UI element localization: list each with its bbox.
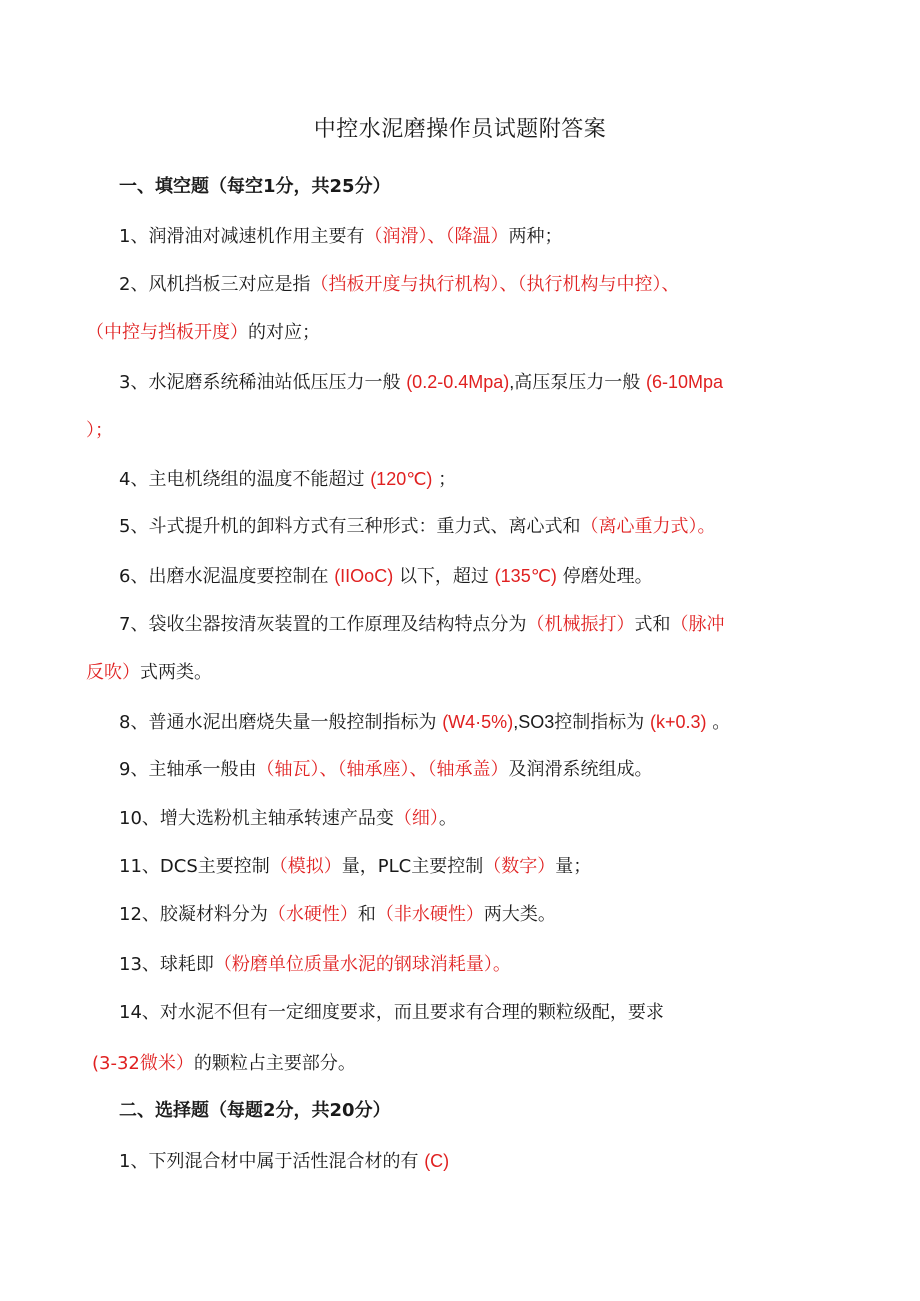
answer-text: （水硬性） [267, 904, 358, 925]
answer-text: 反吹） [86, 662, 140, 683]
question-14-continued [92, 1049, 356, 1079]
answer-text: (0.2-0.4Mpa) [406, 372, 510, 392]
answer-text: (120℃) [370, 469, 433, 489]
answer-text: （粉磨单位质量水泥的钢球消耗量）。 [213, 954, 511, 975]
answer-text: (135℃) [494, 566, 557, 586]
page-title: 中控水泥磨操作员试题附答案 [313, 117, 607, 142]
question-2 [119, 270, 679, 300]
question-text: 1、润滑油对减速机作用主要有 [119, 226, 365, 247]
question-12 [119, 900, 556, 930]
question-text: 13、球耗即 [119, 954, 214, 975]
answer-text: （机械振打） [526, 614, 635, 635]
question-8 [119, 707, 730, 738]
question-13 [119, 950, 511, 980]
question-text: 停磨处理。 [562, 566, 653, 587]
answer-text: （非水硬性） [375, 904, 484, 925]
question-14 [119, 998, 664, 1028]
question-3 [119, 367, 723, 398]
answer-text: (W4·5%) [442, 712, 514, 732]
question-3-continued [86, 416, 113, 446]
question-6 [119, 561, 653, 592]
question-2-continued [86, 318, 320, 348]
question-text: 1、下列混合材中属于活性混合材的有 [119, 1151, 419, 1172]
answer-text: (k+0.3) [649, 712, 707, 732]
answer-text: （离心重力式）。 [580, 516, 716, 537]
question-text: 12、胶凝材料分为 [119, 904, 268, 925]
question-10 [119, 804, 457, 834]
question-text: 4、主电机绕组的温度不能超过 [119, 469, 365, 490]
question-text: 3、水泥磨系统稀油站低压压力一般 [119, 372, 401, 393]
answer-text: ）； [86, 420, 113, 441]
question-text: ,高压泵压力一般 [509, 372, 641, 392]
section-heading-fill-in: 一、填空题（每空1分，共25分） [119, 176, 391, 197]
answer-text: （轴瓦）、（轴承座）、（轴承盖） [256, 759, 509, 780]
answer-text: (IIOoC) [334, 566, 394, 586]
answer-text: (3-32微米） [92, 1053, 194, 1074]
answer-text: （挡板开度与执行机构）、（执行机构与中控）、 [310, 274, 680, 295]
question-text: 10、增大选粉机主轴承转速产品变 [119, 808, 394, 829]
answer-text: （细） [393, 808, 439, 829]
question-text: 。 [712, 712, 731, 733]
question-text: 两大类。 [483, 904, 556, 925]
section-heading-multiple-choice: 二、选择题（每题2分，共20分） [119, 1100, 391, 1121]
question-5 [119, 512, 715, 542]
question-text: 两种； [508, 226, 563, 247]
answer-text: (6-10Mpa [645, 372, 724, 392]
answer-text: （中控与挡板开度） [86, 322, 248, 343]
question-text: 。 [438, 808, 457, 829]
question-text: 9、主轴承一般由 [119, 759, 257, 780]
answer-text: （脉冲 [670, 614, 725, 635]
question-9 [119, 755, 652, 785]
question-text: 量，PLC主要控制 [341, 856, 484, 877]
question-text: 7、袋收尘器按清灰装置的工作原理及结构特点分为 [119, 614, 527, 635]
answer-text: （润滑）、（降温） [364, 226, 509, 247]
question-text: 量； [555, 856, 592, 877]
answer-text: (C) [424, 1151, 450, 1171]
choice-question-1 [119, 1146, 449, 1177]
question-text: 的对应； [248, 322, 320, 343]
question-4 [119, 464, 456, 495]
question-7-continued [86, 658, 212, 688]
question-text: 及润滑系统组成。 [508, 759, 653, 780]
question-text: 11、DCS主要控制 [119, 856, 270, 877]
question-text: ； [438, 469, 457, 490]
answer-text: （模拟） [269, 856, 342, 877]
question-text: 的颗粒占主要部分。 [193, 1053, 356, 1074]
question-text: 式和 [634, 614, 671, 635]
question-text: 14、对水泥不但有一定细度要求，而且要求有合理的颗粒级配，要求 [119, 1002, 664, 1023]
question-text: ,SO3控制指标为 [513, 712, 645, 732]
question-1 [119, 222, 562, 252]
question-text: 6、出磨水泥温度要控制在 [119, 566, 329, 587]
question-7 [119, 610, 724, 640]
question-text: 5、斗式提升机的卸料方式有三种形式：重力式、离心式和 [119, 516, 581, 537]
question-text: 以下，超过 [398, 566, 489, 587]
question-11 [119, 852, 591, 882]
question-text: 式两类。 [140, 662, 212, 683]
answer-text: （数字） [483, 856, 556, 877]
question-text: 2、风机挡板三对应是指 [119, 274, 311, 295]
question-text: 和 [357, 904, 376, 925]
question-text: 8、普通水泥出磨烧失量一般控制指标为 [119, 712, 437, 733]
